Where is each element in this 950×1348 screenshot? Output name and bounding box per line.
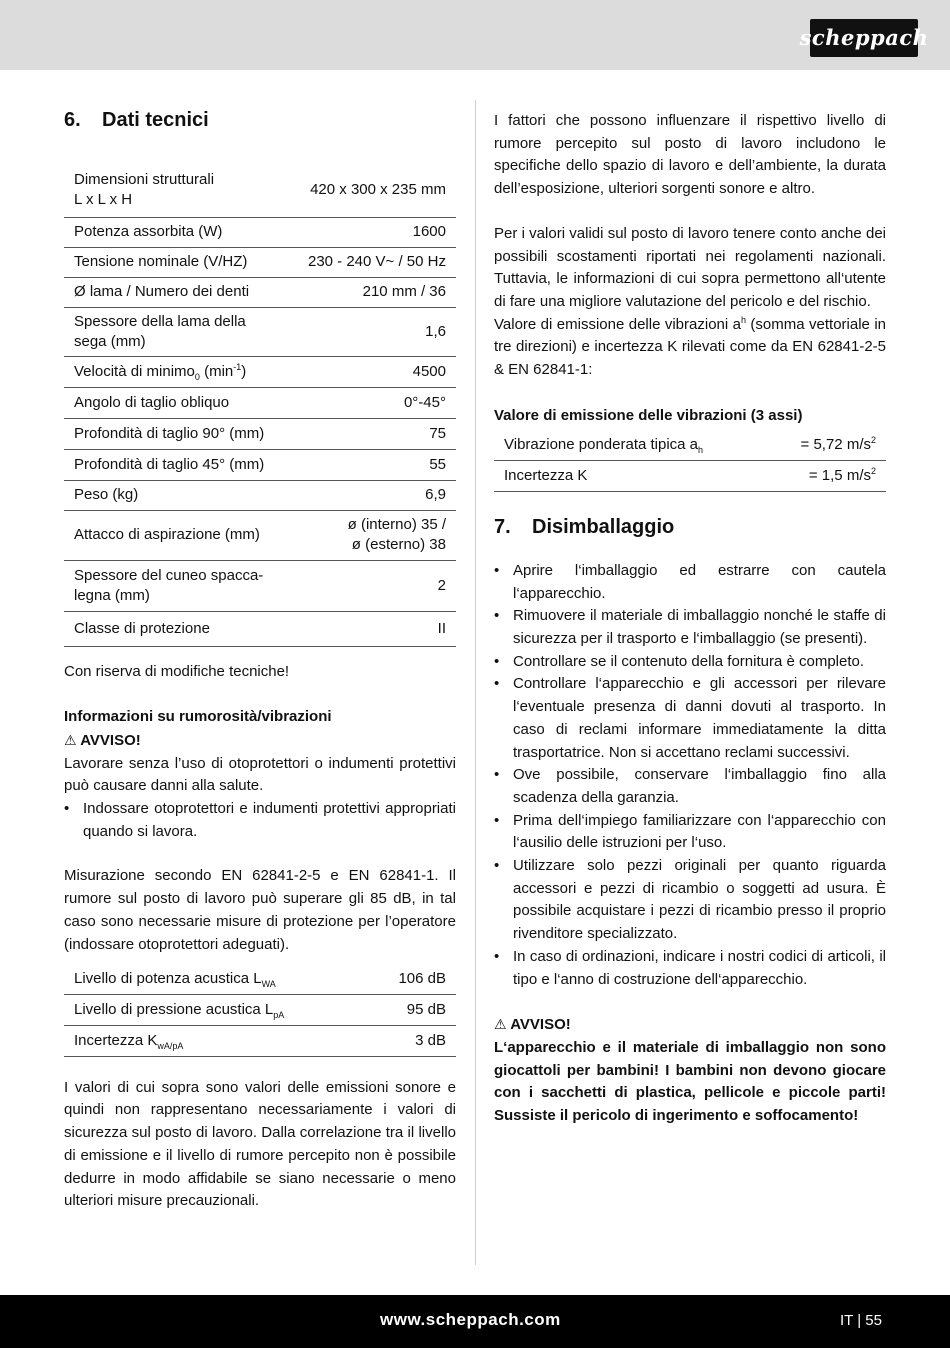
warning-label-text: AVVISO! <box>80 731 141 749</box>
acoustic-value: 3 dB <box>367 1025 456 1056</box>
reserve-note: Con riserva di modifiche tecniche! <box>64 662 290 680</box>
table-row <box>64 387 456 418</box>
acoustic-label-text: Incertezza K <box>74 1031 158 1049</box>
section-6-title: Dati tecnici <box>102 109 209 131</box>
list-item: • Utilizzare solo pezzi originali per quanto riguarda accessori e pezzi di ricambio o soggetti ad usura. È possibile acquistare i pezzi di ricambio presso il proprio rivenditore specializzato. <box>494 855 886 946</box>
table-row <box>64 449 456 480</box>
footer-page-info: IT | 55 <box>840 1312 882 1329</box>
paragraph-3-text: (somma vettoriale in tre direzioni) e incertezza K rilevati come da EN 62841-2-5 & EN 62841-1: <box>494 315 886 379</box>
spec-label-sup: -1 <box>233 361 242 372</box>
specs-table <box>64 163 456 647</box>
right-column <box>494 110 886 1128</box>
table-row <box>64 510 456 560</box>
packaging-warning-label <box>494 1013 886 1037</box>
column-divider <box>475 100 476 1265</box>
section-6-number: 6. <box>64 109 81 131</box>
vibration-heading: Valore di emissione delle vibrazioni (3 assi) <box>494 406 803 424</box>
noise-bullets <box>64 798 456 843</box>
vibration-value-text: = 5,72 m/s <box>800 436 871 454</box>
vibration-value <box>767 430 886 460</box>
spec-label: Peso (kg) <box>64 480 288 510</box>
spec-label: Attacco di aspirazione (mm) <box>64 510 288 560</box>
acoustic-label-sub: WA <box>261 978 276 989</box>
acoustic-label <box>64 964 367 994</box>
table-row <box>64 307 456 356</box>
acoustic-table <box>64 964 456 1057</box>
table-row <box>494 430 886 460</box>
vibration-value-text: = 1,5 m/s <box>808 466 871 484</box>
list-item: • Aprire l‘imballaggio ed estrarre con cautela l‘apparecchio. <box>494 560 886 605</box>
spec-value: 1600 <box>288 217 456 247</box>
spec-value: 0°-45° <box>288 387 456 418</box>
table-row <box>64 560 456 611</box>
spec-value: 210 mm / 36 <box>288 277 456 307</box>
vibration-label-sub: h <box>698 445 704 456</box>
left-column <box>64 100 456 1213</box>
table-row <box>64 247 456 277</box>
spec-value: 2 <box>288 560 456 611</box>
spec-value: 230 - 240 V~ / 50 Hz <box>288 247 456 277</box>
unpacking-list <box>494 560 886 991</box>
spec-label: Dimensioni strutturali L x L x H <box>64 163 288 217</box>
section-6-heading <box>64 107 456 133</box>
table-row <box>64 163 456 217</box>
right-paragraph-3 <box>494 314 886 382</box>
right-paragraph-1: I fattori che possono influenzare il rispettivo livello di rumore percepito sul posto di lavoro includono le specifiche dello spazio di lavoro e dell’ambiente, la durata dell’esposizione, ulteriori sorgenti sonore e altro. <box>494 112 886 198</box>
vibration-value-sup: 2 <box>870 435 876 446</box>
footer-page-number: 55 <box>865 1312 882 1329</box>
noise-warning-label <box>64 729 456 753</box>
warning-triangle-icon: ⚠ <box>64 731 77 748</box>
table-row <box>64 356 456 387</box>
spec-value: 6,9 <box>288 480 456 510</box>
table-row <box>64 964 456 994</box>
vibration-label-text: Incertezza K <box>504 466 588 484</box>
footer-lang: IT <box>840 1312 854 1329</box>
table-row <box>64 994 456 1025</box>
acoustic-label-sub: wA/pA <box>157 1040 184 1051</box>
spec-value: ø (interno) 35 / ø (esterno) 38 <box>288 510 456 560</box>
footer-bar <box>0 1295 950 1348</box>
spec-label: Angolo di taglio obliquo <box>64 387 288 418</box>
paragraph-3-text: Valore di emissione delle vibrazioni a <box>494 315 741 333</box>
spec-value: 420 x 300 x 235 mm <box>288 163 456 217</box>
acoustic-label-sub: pA <box>273 1009 285 1020</box>
spec-label: Potenza assorbita (W) <box>64 217 288 247</box>
vibration-value-sup: 2 <box>870 465 876 476</box>
table-row <box>494 460 886 491</box>
vibration-value <box>767 460 886 491</box>
vibration-label <box>494 430 767 460</box>
paragraph-3-sup: h <box>740 314 746 325</box>
spec-label: Spessore del cuneo spacca- legna (mm) <box>64 560 288 611</box>
spec-label-text: ) <box>241 362 247 380</box>
noise-warning-text: Lavorare senza l’uso di otoprotettori o indumenti protettivi può causare danni alla salute. <box>64 754 456 795</box>
acoustic-value: 106 dB <box>367 964 456 994</box>
footer-url-link[interactable]: www.scheppach.com <box>380 1310 561 1329</box>
spec-label: Profondità di taglio 45° (mm) <box>64 449 288 480</box>
list-item: • Prima dell‘impiego familiarizzare con l‘apparecchio con l‘ausilio delle istruzioni per l‘uso. <box>494 810 886 855</box>
list-item: • Ove possibile, conservare l‘imballaggio fino alla scadenza della garanzia. <box>494 764 886 809</box>
warning-label-text: AVVISO! <box>510 1016 571 1034</box>
vibration-table <box>494 430 886 492</box>
spec-value: 55 <box>288 449 456 480</box>
list-item: • Controllare l‘apparecchio e gli accessori per rilevare l‘eventuale presenza di danni dovuti al trasporto. In caso di reclami informare immediatamente la ditta trasportatrice. Non si accettano reclami successivi. <box>494 673 886 764</box>
warning-triangle-icon: ⚠ <box>494 1016 507 1033</box>
spec-label: Ø lama / Numero dei denti <box>64 277 288 307</box>
spec-label <box>64 356 288 387</box>
brand-logo <box>799 19 929 57</box>
list-item: • Indossare otoprotettori e indumenti protettivi appropriati quando si lavora. <box>64 798 456 843</box>
list-item: • Rimuovere il materiale di imballaggio nonché le staffe di sicurezza per il trasporto e l‘imballaggio (se presenti). <box>494 605 886 650</box>
table-row <box>64 418 456 449</box>
brand-logo-text: scheppach <box>799 24 929 50</box>
spec-label: Profondità di taglio 90° (mm) <box>64 418 288 449</box>
measurement-text: Misurazione secondo EN 62841-2-5 e EN 62841-1. Il rumore sul posto di lavoro può superare gli 85 dB, in tal caso sono necessarie misure di protezione per l’operatore (indossare otoprotettori adeguati). <box>64 867 456 953</box>
spec-value: 4500 <box>288 356 456 387</box>
spec-value: 75 <box>288 418 456 449</box>
acoustic-label-text: Livello di potenza acustica L <box>74 969 262 987</box>
table-row <box>64 277 456 307</box>
section-7-title: Disimballaggio <box>532 515 675 538</box>
spec-label: Tensione nominale (V/HZ) <box>64 247 288 277</box>
table-row <box>64 217 456 247</box>
packaging-warning-text: L‘apparecchio e il materiale di imballaggio non sono giocattoli per bambini! I bambini non devono giocare con i sacchetti di plastica, pellicole e piccole parti! Sussiste il pericolo di ingerimento e soffocamento! <box>494 1039 886 1125</box>
spec-label-text: Velocità di minimo <box>74 362 195 380</box>
acoustic-value: 95 dB <box>367 994 456 1025</box>
vibration-label-text: Vibrazione ponderata tipica a <box>504 436 699 454</box>
emission-text: I valori di cui sopra sono valori delle emissioni sonore e quindi non rappresentano necessariamente i valori di sicurezza sul posto di lavoro. Dalla correlazione tra il livello di emissione e il livello di rumore percepito non è possibile dedurre in modo affidabile se siano necessarie o meno ulteriori misure precauzionali. <box>64 1078 456 1210</box>
noise-heading: Informazioni su rumorosità/vibrazioni <box>64 708 332 726</box>
table-row <box>64 480 456 510</box>
table-row <box>64 1025 456 1056</box>
spec-value: 1,6 <box>288 307 456 356</box>
acoustic-label-text: Livello di pressione acustica L <box>74 1000 274 1018</box>
table-row <box>64 611 456 646</box>
list-item: • In caso di ordinazioni, indicare i nostri codici di articoli, il tipo e l‘anno di costruzione dell‘apparecchio. <box>494 946 886 991</box>
vibration-label <box>494 460 767 491</box>
spec-label: Spessore della lama della sega (mm) <box>64 307 288 356</box>
spec-label-sub: 0 <box>194 371 200 382</box>
spec-label: Classe di protezione <box>64 611 288 646</box>
spec-value: II <box>288 611 456 646</box>
acoustic-label <box>64 1025 367 1056</box>
list-item: • Controllare se il contenuto della fornitura è completo. <box>494 651 886 674</box>
section-7-number: 7. <box>494 515 511 538</box>
right-paragraph-2: Per i valori validi sul posto di lavoro tenere conto anche dei possibili scostamenti riportati nei regolamenti nazionali. Tuttavia, le informazioni di cui sopra permettono all‘utente di fare una migliore valutazione del pericolo e del rischio. <box>494 224 886 310</box>
acoustic-label <box>64 994 367 1025</box>
spec-label-text: (min <box>199 362 234 380</box>
section-7-heading <box>494 514 886 540</box>
